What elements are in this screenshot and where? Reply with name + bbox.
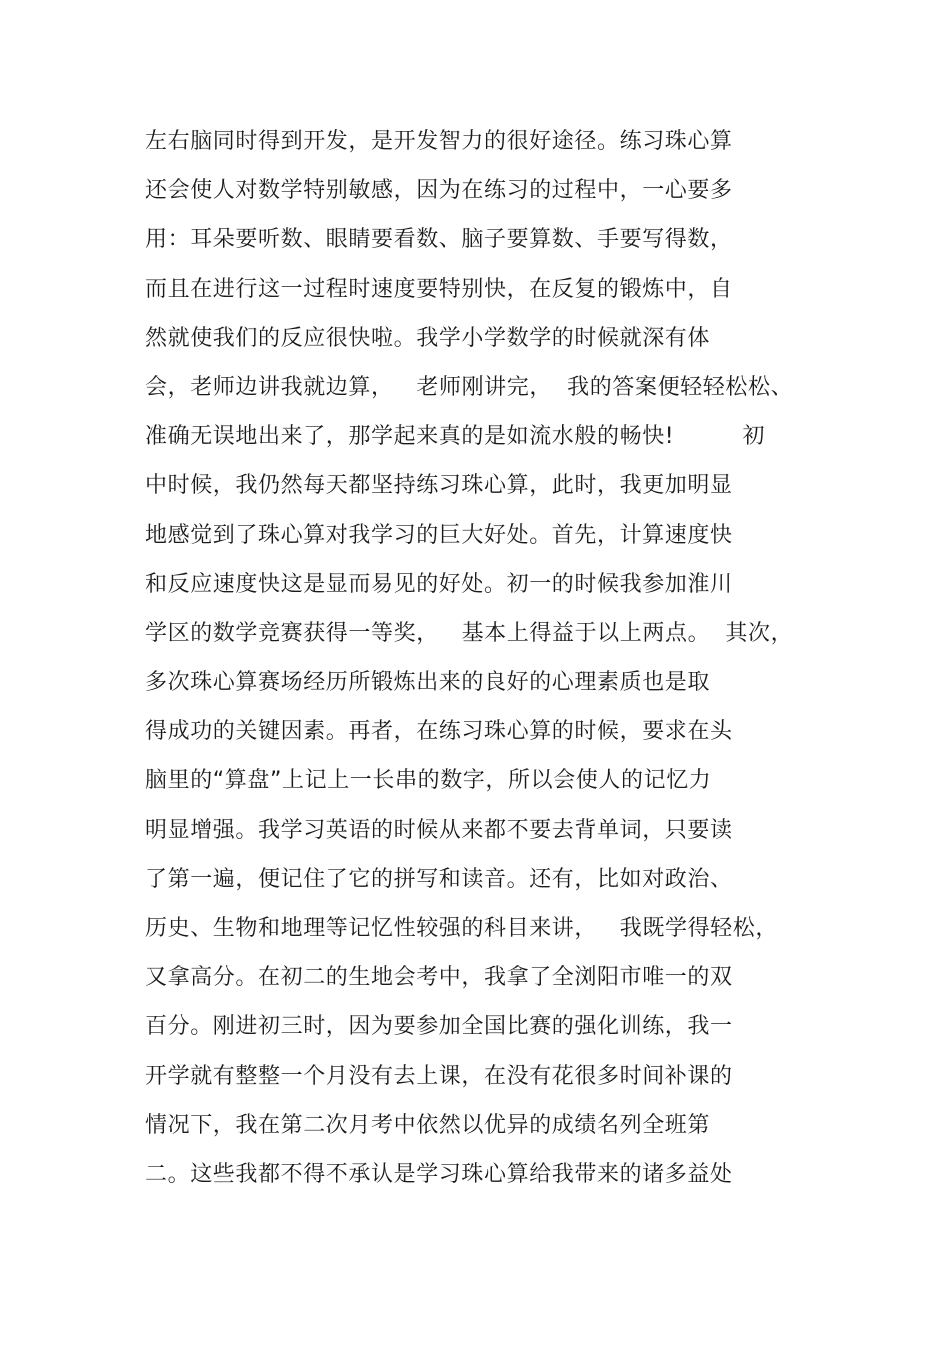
text-line-13: 得成功的关键因素。再者，在练习珠心算的时候，要求在头 [145, 719, 733, 745]
text-line-15: 明显增强。我学习英语的时候从来都不要去背单词，只要读 [145, 817, 733, 843]
text-line-6: 会，老师边讲我就边算， 老师刚讲完， 我的答案便轻轻松松、 [145, 374, 794, 400]
text-line-1: 左右脑同时得到开发，是开发智力的很好途径。练习珠心算 [145, 129, 733, 154]
text-line-2: 还会使人对数学特别敏感，因为在练习的过程中，一心要多 [145, 178, 733, 204]
text-line-11: 学区的数学竞赛获得一等奖， 基本上得益于以上两点。 其次， [145, 620, 794, 646]
text-line-9: 地感觉到了珠心算对我学习的巨大好处。首先，计算速度快 [145, 522, 733, 548]
text-line-19: 百分。刚进初三时，因为要参加全国比赛的强化训练，我一 [145, 1014, 733, 1040]
text-line-3: 用：耳朵要听数、眼睛要看数、脑子要算数、手要写得数， [145, 227, 733, 253]
text-line-17: 历史、生物和地理等记忆性较强的科目来讲， 我既学得轻松， [145, 916, 778, 941]
text-line-21: 情况下，我在第二次月考中依然以优异的成绩名列全班第 [145, 1112, 711, 1138]
text-line-18: 又拿高分。在初二的生地会考中，我拿了全浏阳市唯一的双 [145, 965, 733, 991]
text-line-20: 开学就有整整一个月没有去上课，在没有花很多时间补课的 [145, 1063, 733, 1089]
body-text [145, 122, 825, 1204]
text-line-16: 了第一遍，便记住了它的拼写和读音。还有，比如对政治、 [145, 866, 733, 892]
text-line-8: 中时候，我仍然每天都坚持练习珠心算，此时，我更加明显 [145, 473, 733, 499]
text-line-7: 准确无误地出来了，那学起来真的是如流水般的畅快! 初 [145, 424, 766, 450]
text-line-22: 二。这些我都不得不承认是学习珠心算给我带来的诸多益处 [145, 1161, 733, 1187]
text-line-10: 和反应速度快这是显而易见的好处。初一的时候我参加淮川 [145, 571, 733, 597]
text-line-12: 多次珠心算赛场经历所锻炼出来的良好的心理素质也是取 [145, 670, 711, 696]
text-line-4: 而且在进行这一过程时速度要特别快，在反复的锻炼中，自 [145, 276, 733, 302]
text-line-5: 然就使我们的反应很快啦。我学小学数学的时候就深有体 [145, 325, 711, 351]
text-line-14: 脑里的“算盘”上记上一长串的数字，所以会使人的记忆力 [145, 768, 712, 794]
